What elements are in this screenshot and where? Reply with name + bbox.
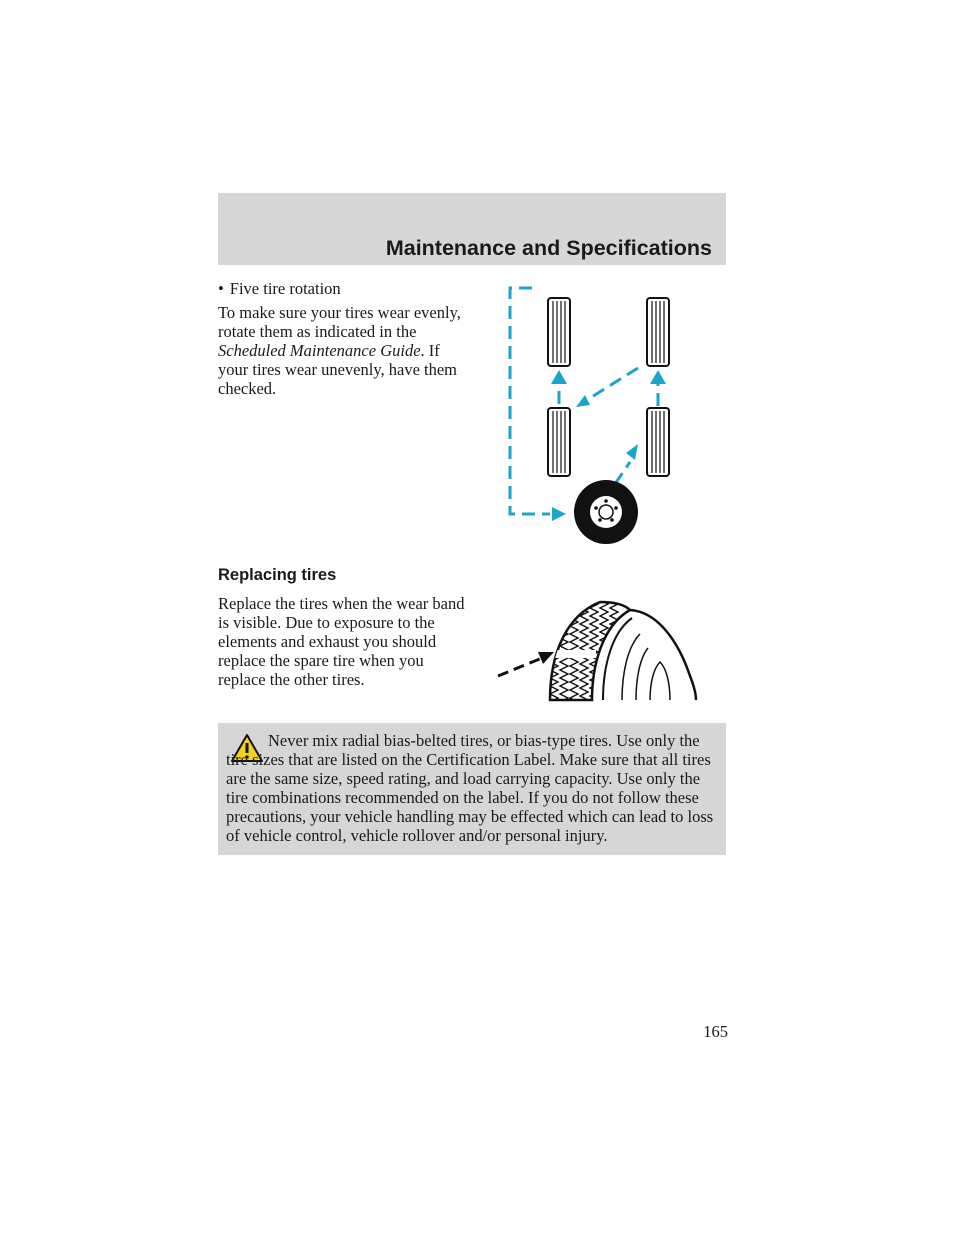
wear-band-pointer-arrow xyxy=(498,652,554,676)
spare-tire-icon xyxy=(574,480,638,544)
warning-box xyxy=(218,723,726,855)
replacing-tires-heading: Replacing tires xyxy=(218,566,337,584)
tire-rotation-diagram xyxy=(500,276,680,551)
rotation-text-after: . If your tires wear unevenly, have them checked. xyxy=(218,341,458,398)
header-band xyxy=(218,193,726,265)
section-title: Maintenance and Specifications xyxy=(385,236,712,260)
right-rear-to-left-rear-arrow xyxy=(582,368,638,403)
maintenance-guide-title: Scheduled Maintenance Guide xyxy=(218,341,421,360)
rotation-text-before: To make sure your tires wear evenly, rotate them as indicated in the xyxy=(218,303,461,341)
warning-text: Never mix radial bias-belted tires, or bias-type tires. Use only the tire sizes that are listed on the Certification Label. Make sure that all tires are the same size, speed rating, and load carrying capacity. Use only the tire combinations recommended on the label. If you do not follow these precautions, your vehicle handling may be effected which can lead to loss of vehicle control, vehicle rollover and/or personal injury. xyxy=(226,731,714,845)
left-front-tire-icon xyxy=(548,298,570,366)
page-number: 165 xyxy=(703,1022,728,1041)
bullet-five-tire-rotation xyxy=(218,279,341,298)
replacing-tires-paragraph: Replace the tires when the wear band is visible. Due to exposure to the elements and exhaust you should replace the spare tire when you replace the other tires. xyxy=(218,594,465,689)
right-rear-tire-icon xyxy=(647,408,669,476)
tire-side-icon xyxy=(550,600,696,702)
spare-path-arrow xyxy=(510,288,550,514)
spare-to-right-rear-arrow xyxy=(615,462,630,484)
left-rear-tire-icon xyxy=(548,408,570,476)
tread-wear-diagram xyxy=(490,596,710,708)
right-front-tire-icon xyxy=(647,298,669,366)
bullet-label: Five tire rotation xyxy=(229,279,341,298)
rotation-paragraph xyxy=(218,303,473,398)
bullet-symbol: • xyxy=(218,279,224,298)
